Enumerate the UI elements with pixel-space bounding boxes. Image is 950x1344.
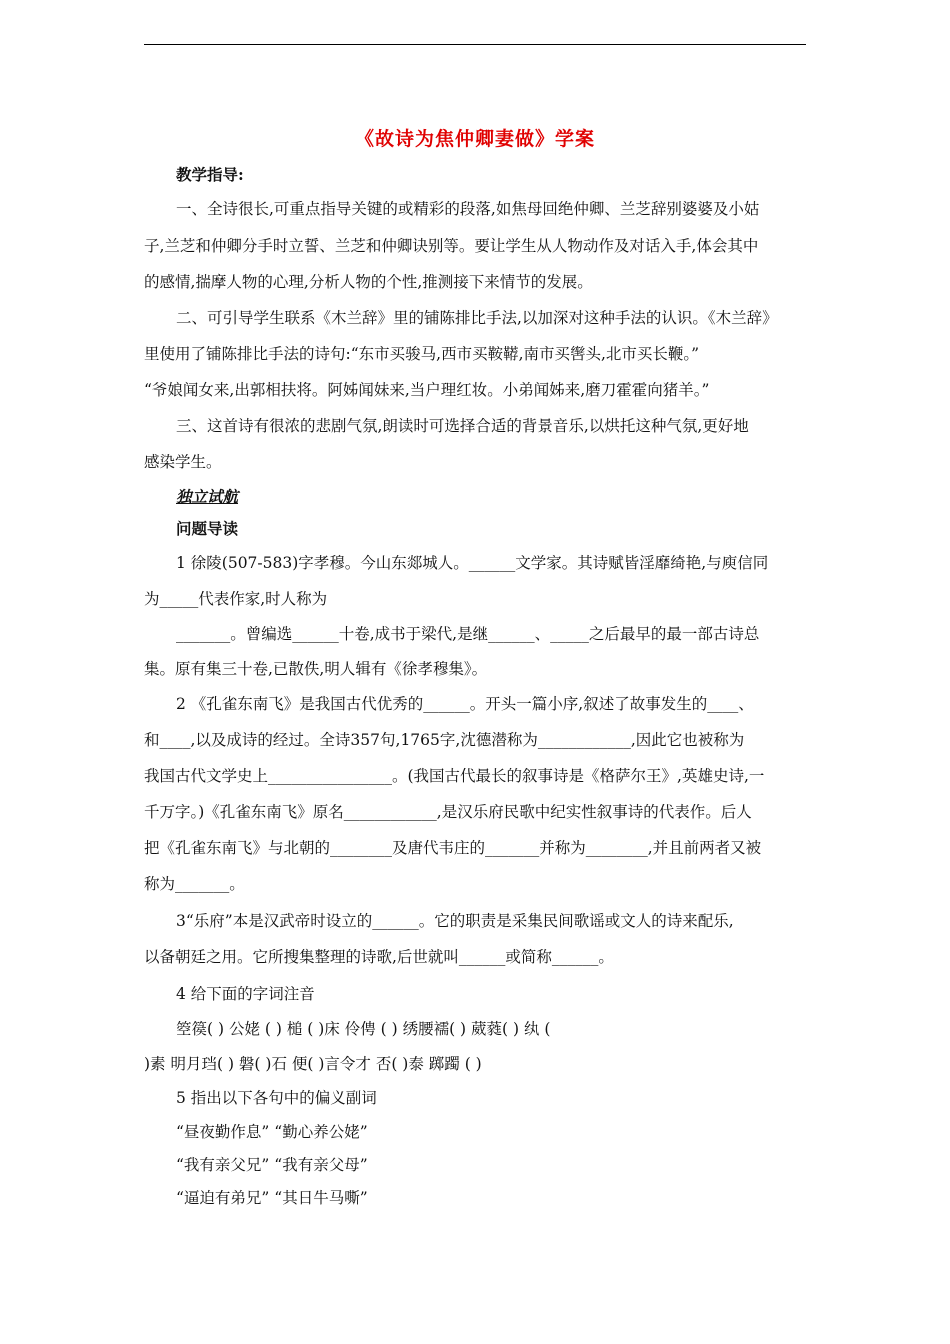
guide-heading: 教学指导:: [176, 165, 244, 184]
q2-line3: 我国古代文学史上________________。(我国古代最长的叙事诗是《格萨尔王》,英雄史诗,一: [144, 767, 765, 785]
q2-line4: 千万字。)《孔雀东南飞》原名____________,是汉乐府民歌中纪实性叙事诗的代表作。后人: [144, 803, 752, 821]
q2-line1: 2 《孔雀东南飞》是我国古代优秀的______。开头一篇小序,叙述了故事发生的____、: [176, 695, 754, 713]
header-rule: [144, 44, 806, 45]
q5-line2: “昼夜勤作息” “勤心养公姥”: [176, 1123, 368, 1141]
guide-p1-line1: 一、全诗很长,可重点指导关键的或精彩的段落,如焦母回绝仲卿、兰芝辞别婆婆及小姑: [176, 200, 760, 218]
guide-p2-line2: 里使用了铺陈排比手法的诗句:“东市买骏马,西市买鞍鞯,南市买辔头,北市买长鞭。”: [144, 345, 700, 363]
sub-heading: 问题导读: [176, 519, 239, 538]
q4-line2: 箜篌( ) 公姥 ( ) 槌 ( )床 伶俜 ( ) 绣腰襦( ) 葳蕤( ) 纨 (: [176, 1020, 551, 1038]
section-label: 独立试航: [176, 487, 239, 506]
document-title: 《故诗为焦仲卿妻做》学案: [354, 128, 595, 150]
q5-line3: “我有亲父兄” “我有亲父母”: [176, 1156, 368, 1174]
q1-line1: 1 徐陵(507-583)字孝穆。今山东郯城人。______文学家。其诗赋皆淫靡绮艳,与庾信同: [176, 554, 769, 572]
q2-line5: 把《孔雀东南飞》与北朝的________及唐代韦庄的_______并称为________,并且前两者又被: [144, 839, 762, 857]
q1-line3: _______。曾编选______十卷,成书于梁代,是继______、_____之后最早的最一部古诗总: [176, 625, 760, 643]
q3-line2: 以备朝廷之用。它所搜集整理的诗歌,后世就叫______或简称______。: [144, 948, 614, 966]
guide-p1-line2: 子,兰芝和仲卿分手时立誓、兰芝和仲卿诀别等。要让学生从人物动作及对话入手,体会其中: [144, 237, 759, 255]
q1-line2: 为_____代表作家,时人称为: [144, 590, 328, 608]
q4-line1: 4 给下面的字词注音: [176, 985, 315, 1003]
guide-p2-line3: “爷娘闻女来,出郭相扶将。阿姊闻妹来,当户理红妆。小弟闻姊来,磨刀霍霍向猪羊。”: [144, 381, 710, 399]
q4-line3: )素 明月珰( ) 磐( )石 便( )言令才 否( )泰 踯躅 ( ): [144, 1055, 482, 1073]
guide-p2-line1: 二、可引导学生联系《木兰辞》里的铺陈排比手法,以加深对这种手法的认识。《木兰辞》: [176, 309, 778, 327]
q3-line1: 3“乐府”本是汉武帝时设立的______。它的职责是采集民间歌谣或文人的诗来配乐,: [176, 912, 734, 930]
q2-line6: 称为_______。: [144, 875, 245, 893]
q2-line2: 和____,以及成诗的经过。全诗357句,1765字,沈德潜称为____________,因此它也被称为: [144, 731, 745, 749]
q1-line4: 集。原有集三十卷,已散佚,明人辑有《徐孝穆集》。: [144, 660, 488, 678]
guide-p3-line2: 感染学生。: [144, 453, 222, 471]
guide-p3-line1: 三、这首诗有很浓的悲剧气氛,朗读时可选择合适的背景音乐,以烘托这种气氛,更好地: [176, 417, 749, 435]
q5-line4: “逼迫有弟兄” “其日牛马嘶”: [176, 1189, 368, 1207]
guide-p1-line3: 的感情,揣摩人物的心理,分析人物的个性,推测接下来情节的发展。: [144, 273, 593, 291]
q5-line1: 5 指出以下各句中的偏义副词: [176, 1089, 377, 1107]
